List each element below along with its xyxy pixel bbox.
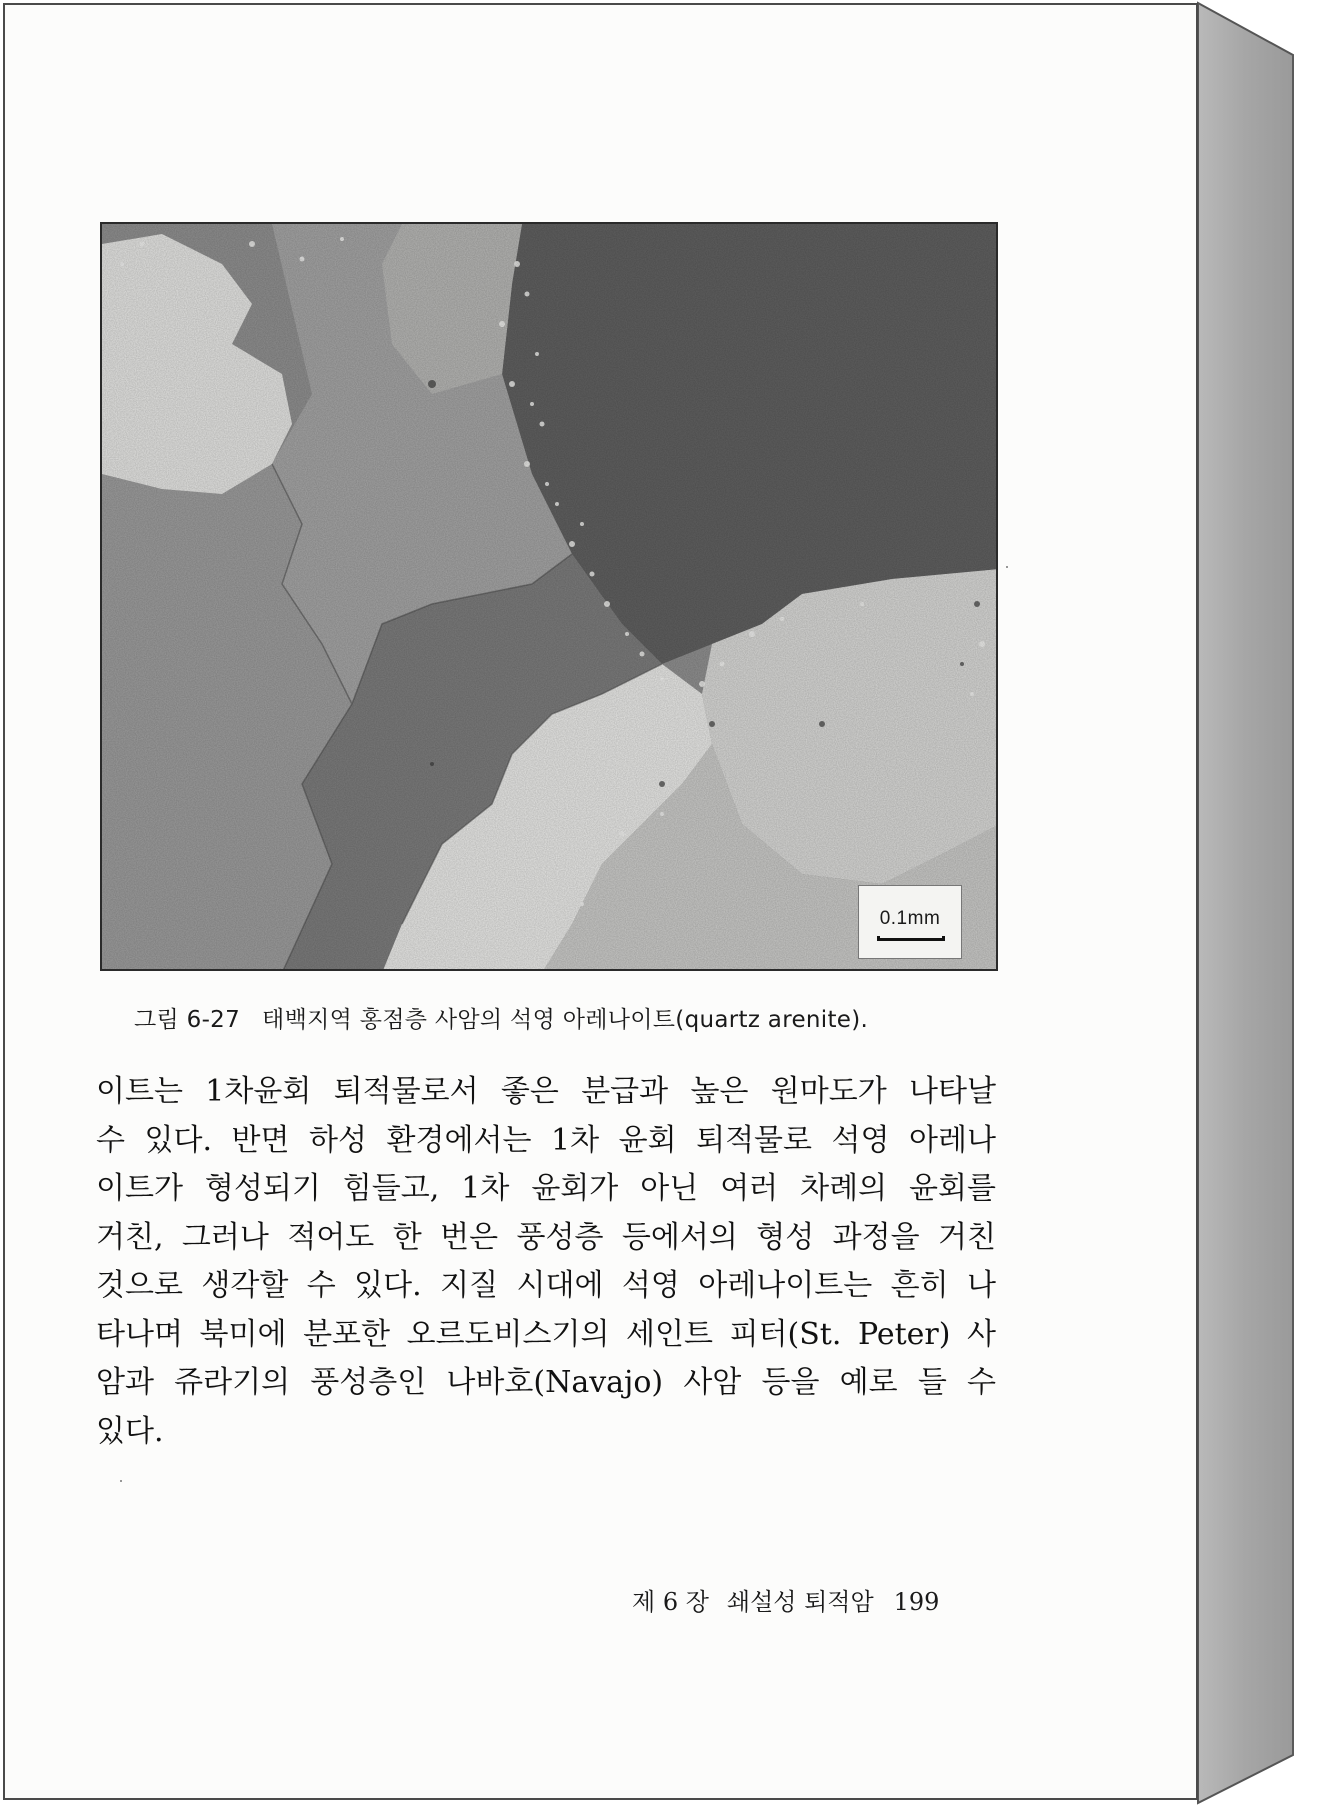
thin-section-image (102, 224, 998, 971)
page-number: 199 (893, 1588, 940, 1616)
text-line: 것으로 생각할 수 있다. 지질 시대에 석영 아레나이트는 흔히 나 (96, 1268, 996, 1303)
chapter-title: 쇄설성 퇴적암 (726, 1588, 874, 1616)
scale-bar-line (877, 936, 945, 941)
figure-number: 그림 6-27 (134, 1007, 241, 1033)
text-line: 거친, 그러나 적어도 한 번은 풍성층 등에서의 형성 과정을 거친 (96, 1219, 996, 1255)
text-line: 있다. (96, 1413, 164, 1449)
text-line: 이트가 형성되기 힘들고, 1차 윤회가 아닌 여러 차례의 윤회를 (96, 1171, 996, 1206)
quartz-arenite-photomicrograph (100, 222, 998, 971)
text-line: 타나며 북미에 분포한 오르도비스기의 세인트 피터(St. Peter) 사 (96, 1316, 996, 1352)
scan-speck (120, 1480, 122, 1482)
scale-bar (858, 885, 962, 959)
scale-bar-label: 0.1mm (879, 908, 941, 929)
text-line: 이트는 1차윤회 퇴적물로서 좋은 분급과 높은 원마도가 나타날 (96, 1074, 996, 1109)
figure-caption (134, 1001, 868, 1034)
figure-caption-text: 태백지역 홍점층 사암의 석영 아레나이트(quartz arenite). (262, 1007, 869, 1033)
text-line: 암과 쥬라기의 풍성층인 나바호(Navajo) 사암 등을 예로 들 수 (96, 1365, 996, 1400)
chapter-number: 제 6 장 (632, 1588, 709, 1616)
scan-speck (1006, 566, 1008, 568)
text-line: 수 있다. 반면 하성 환경에서는 1차 윤회 퇴적물로 석영 아레나 (96, 1122, 996, 1158)
body-paragraph (96, 1068, 996, 1456)
running-footer (632, 1582, 939, 1617)
